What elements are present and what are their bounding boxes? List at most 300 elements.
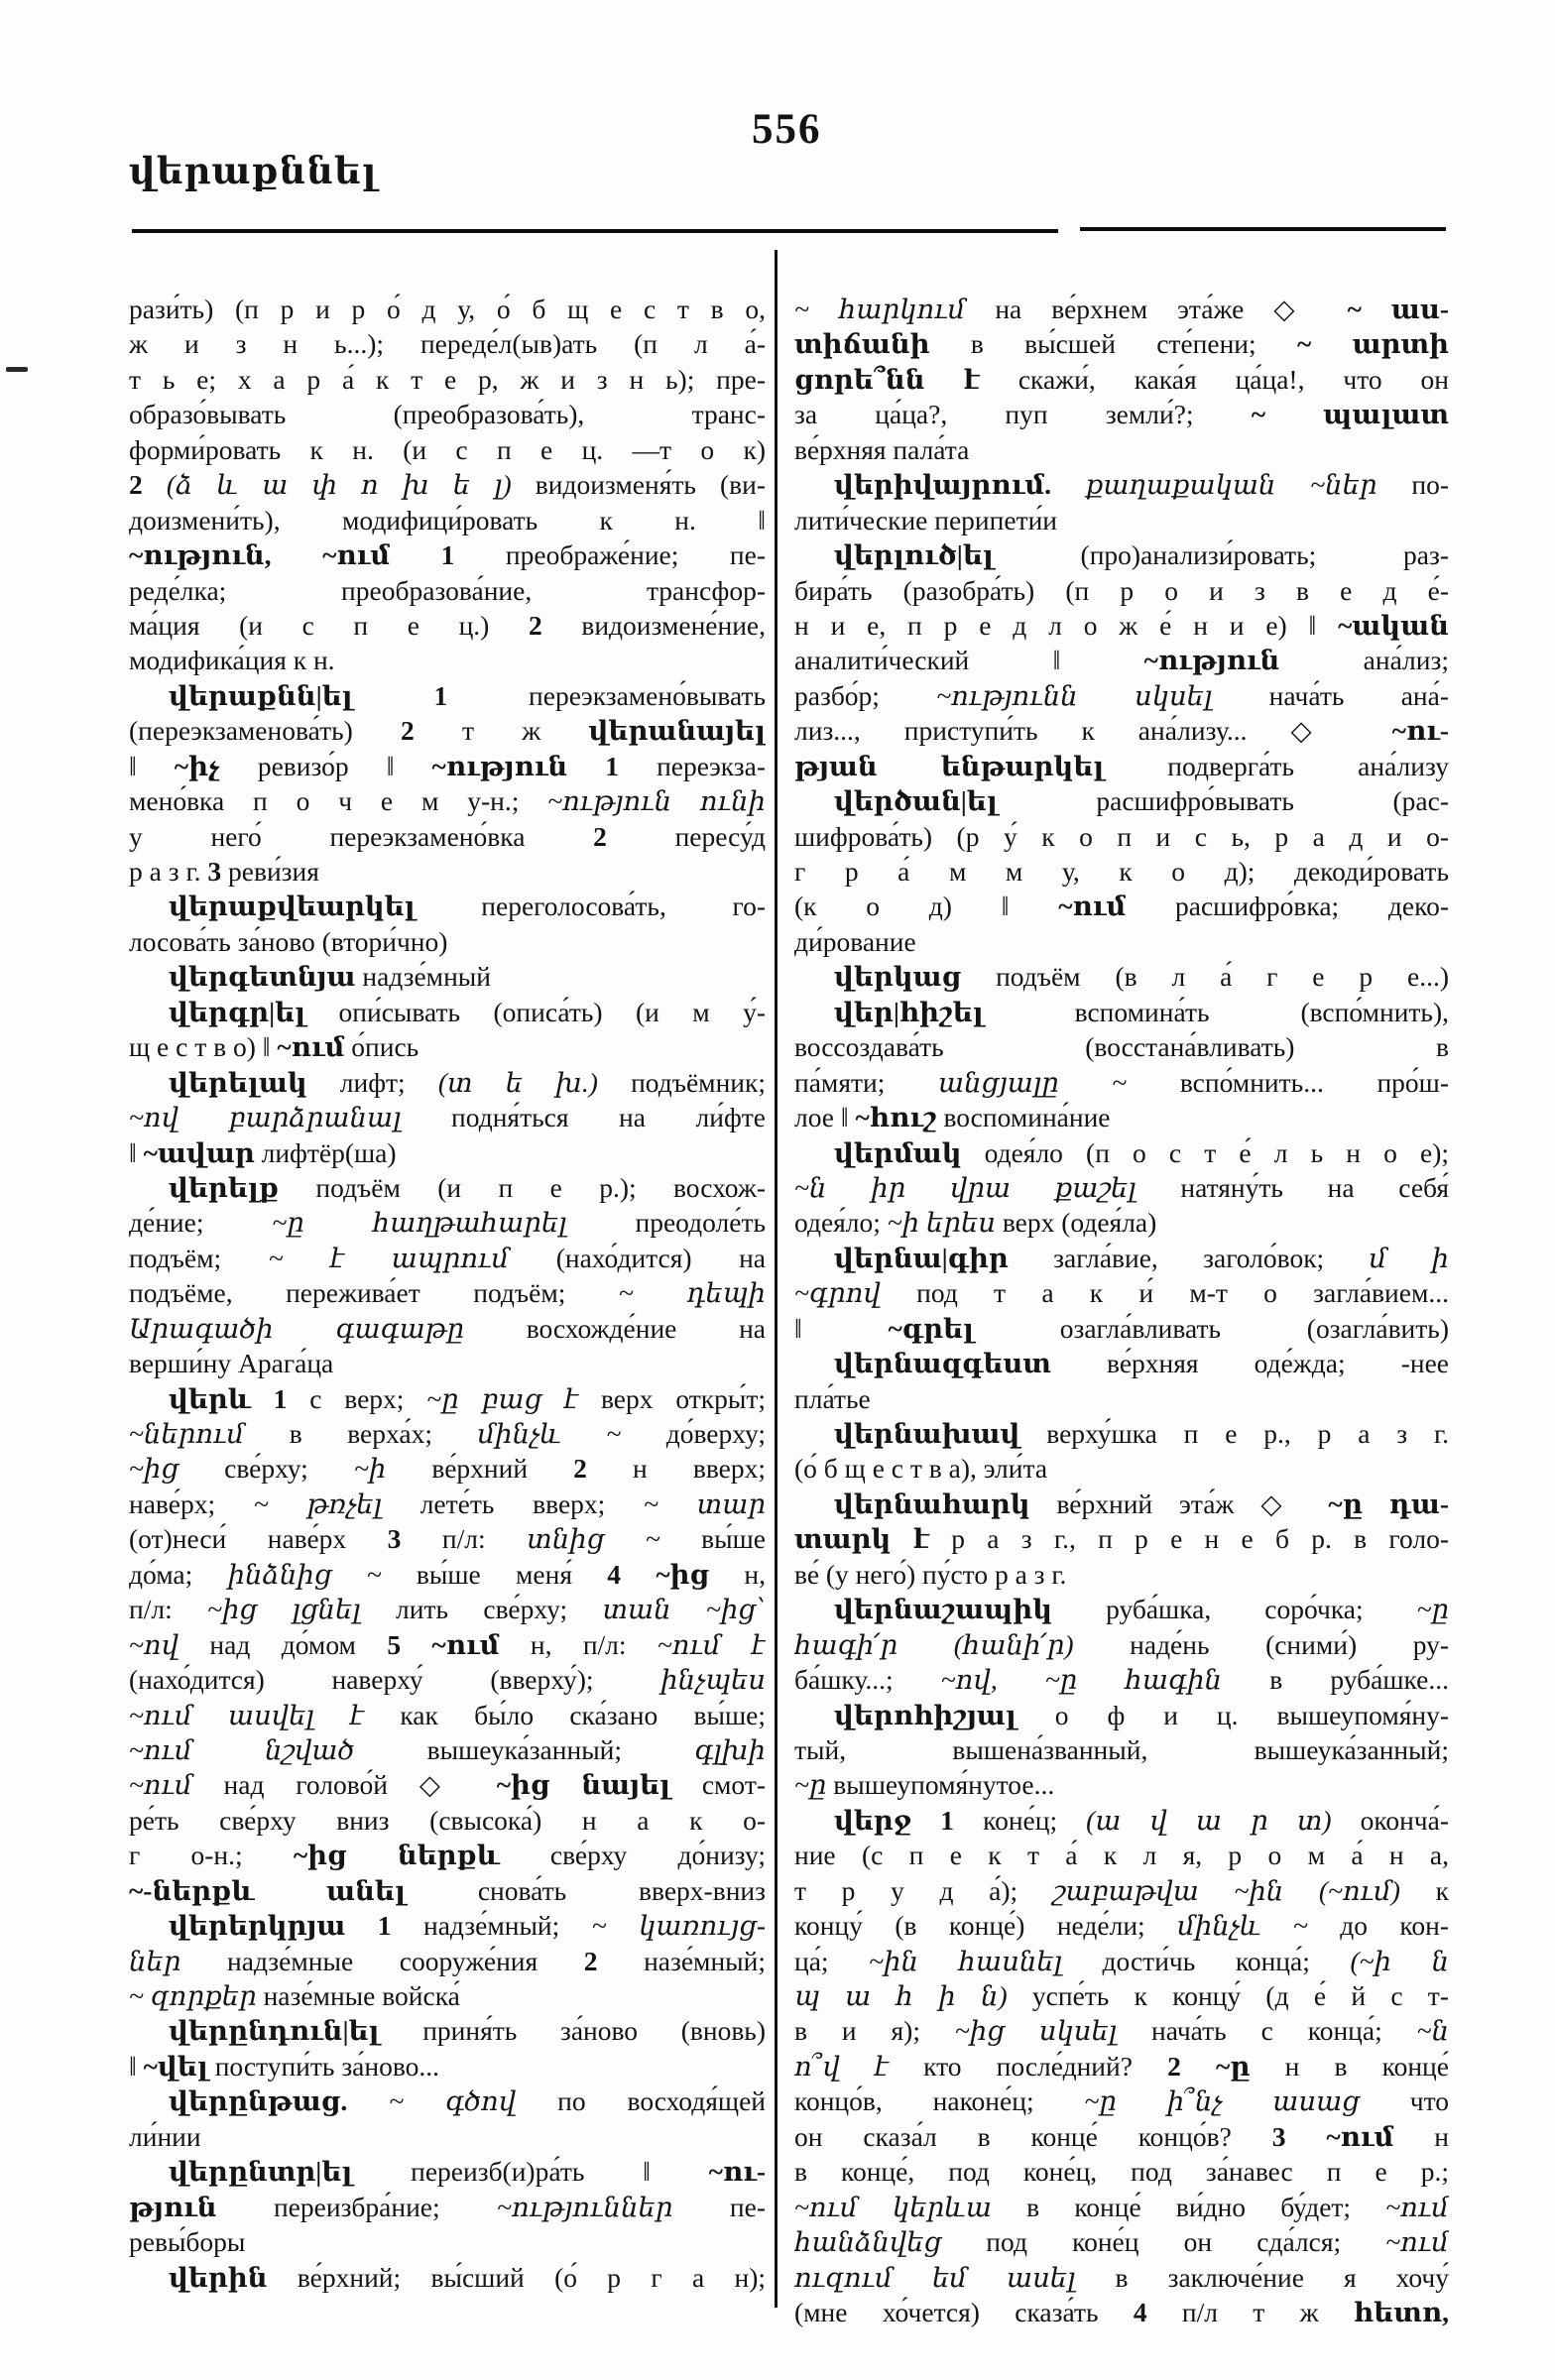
text-line [794, 2260, 1449, 2295]
body-text: (мне хо́чется) сказа́ть [794, 2296, 1134, 2327]
text-line [129, 573, 766, 608]
body-text: вышеупомя́нутое... [833, 1769, 1055, 1801]
body-text: реде́лка; преобразова́ние, трансфор- [129, 574, 766, 606]
header-rule-left [132, 229, 1058, 233]
body-text: успе́ть к концу́ (д е́ й с т- [1031, 1980, 1449, 2011]
headword-bold-text: ~ություն 1 [431, 750, 658, 781]
body-text: в верха́х; [289, 1418, 478, 1449]
armenian-italic-text: ~ը բաց է [426, 1382, 601, 1414]
body-text: ве́рхний эта́ж ◇ [1056, 1488, 1329, 1519]
text-line [794, 1029, 1449, 1064]
body-text: одея́ло (п о с т е́ л ь н о е); [984, 1136, 1449, 1168]
text-line [129, 1311, 766, 1346]
text-line [129, 1908, 766, 1943]
headword-bold-text: ~հուշ [855, 1102, 944, 1133]
text-line [129, 1487, 766, 1521]
text-line [794, 1944, 1449, 1978]
body-text: на ве́рхнем эта́же ◇ [995, 294, 1348, 324]
text-line [129, 537, 766, 572]
text-line [129, 1767, 766, 1802]
text-line [794, 2119, 1449, 2154]
body-text: в руба́шке... [1269, 1664, 1449, 1696]
body-text: верх (одея́ла) [1002, 1207, 1157, 1239]
body-text: подъёмник; [631, 1066, 766, 1098]
body-text: ца́; [794, 1945, 870, 1976]
body-text: вышеука́занный; [426, 1733, 695, 1765]
body-text: видоизменя́ть (ви- [535, 469, 766, 501]
text-line [794, 783, 1449, 818]
headword-bold-text: ցորե՞նն է [794, 363, 1018, 395]
text-line [794, 1241, 1449, 1275]
text-line [129, 1698, 766, 1732]
headword-bold-text: 3 [387, 1523, 442, 1555]
text-line [794, 362, 1449, 397]
body-text: переэкза- [657, 750, 766, 781]
headword-bold-text: ~ արտի [1296, 328, 1449, 360]
armenian-italic-text: գլխի [694, 1733, 766, 1765]
body-text: ревы́боры [129, 2226, 246, 2258]
body-text: в вы́сшей сте́пени; [970, 328, 1297, 360]
armenian-italic-text: մինչև ~ [477, 1418, 666, 1449]
text-line [794, 1205, 1449, 1240]
text-line [794, 1487, 1449, 1521]
body-text: руба́шка, соро́чка; [1106, 1594, 1417, 1625]
headword-bold-text: 2 [528, 609, 582, 641]
text-line [794, 326, 1449, 361]
headword-bold-text: ~ություն, ~ում 1 [129, 539, 506, 571]
text-line [794, 1838, 1449, 1872]
headword-bold-text: վերնախավ [834, 1418, 1047, 1449]
text-line [129, 678, 766, 713]
body-text: преодоле́ть [635, 1207, 766, 1239]
text-line [129, 397, 766, 431]
headword-bold-text: 2 [401, 715, 463, 747]
text-line [129, 362, 766, 397]
text-line [129, 292, 766, 326]
body-text: (нахо́дится) на [555, 1242, 766, 1273]
text-line [794, 1732, 1449, 1767]
armenian-italic-text: (ա վ ա ր տ) [1086, 1804, 1361, 1836]
headword-bold-text: վերընթաց. [169, 2085, 390, 2117]
running-head-keyword: վերաքննել [129, 152, 378, 192]
body-text: как бы́ло ска́зано вы́ше; [400, 1699, 766, 1730]
body-text: под коне́ц он сда́лся; [986, 2226, 1386, 2258]
body-text: ние (с п е к т а́ к л я, р о м а́ н а, [794, 1840, 1449, 1871]
text-line [794, 1662, 1449, 1697]
header-rule-right [1080, 227, 1446, 231]
body-text: ‖ [129, 2050, 144, 2082]
headword-bold-text: ~ություն [1143, 645, 1364, 676]
armenian-italic-text: (ձ և ա փ ո խ ե լ) [166, 469, 536, 501]
headword-bold-text: ~վել [143, 2050, 215, 2082]
headword-bold-text: ~ում [1058, 891, 1176, 922]
armenian-italic-text: ~ դեպի [618, 1277, 766, 1309]
headword-bold-text: 2 [573, 1453, 634, 1485]
text-line [129, 608, 766, 643]
body-text: переголосова́ть, го- [481, 891, 766, 922]
body-text: лосова́ть за́ново (втори́чно) [129, 925, 448, 957]
armenian-italic-text: ~ով բարձրանալ [129, 1102, 452, 1133]
text-line [129, 2154, 766, 2189]
body-text: ревизо́р ‖ [257, 750, 432, 781]
headword-bold-text: վերնահարկ [834, 1488, 1057, 1519]
text-line [794, 1100, 1449, 1134]
body-text: н, п/л: [530, 1628, 658, 1660]
body-text: (о́ б щ е с т в а), эли́та [794, 1453, 1048, 1485]
headword-bold-text: վերլուծ|ել [834, 539, 1081, 571]
body-text: оконча́- [1360, 1804, 1449, 1836]
text-line [129, 1241, 766, 1275]
body-text: пересу́д [674, 820, 766, 852]
body-text: концо́в, наконе́ц; [794, 2085, 1085, 2117]
scan-artifact-dash [6, 367, 28, 372]
text-line [794, 2190, 1449, 2224]
text-line [129, 1592, 766, 1626]
armenian-italic-text: ~ը հաղթահարել [272, 1207, 636, 1239]
body-text: надзе́мные сооруже́ния [227, 1945, 584, 1976]
armenian-italic-text: ~ությունն սկսել [936, 679, 1269, 711]
headword-bold-text: ~ու- [1391, 715, 1449, 747]
body-text: све́рху до́низу; [549, 1840, 766, 1871]
headword-bold-text: վերգետնյա [169, 961, 363, 993]
body-text: т ж [462, 715, 589, 747]
body-text: ба́шку...; [794, 1664, 941, 1696]
body-text: н [1434, 2120, 1449, 2152]
text-line [794, 1135, 1449, 1170]
text-line [794, 1908, 1449, 1943]
body-text: форми́ровать к н. (и с п е ц. —т о к) [129, 433, 766, 465]
text-line [794, 2224, 1449, 2259]
headword-bold-text: վերգր|ել [169, 996, 339, 1027]
text-line [794, 819, 1449, 854]
body-text: смот- [701, 1769, 766, 1801]
text-line [794, 2154, 1449, 2189]
body-text: образо́вывать (преобразова́ть), транс- [129, 399, 766, 430]
armenian-italic-text: ~ից լցնել [207, 1594, 397, 1625]
armenian-italic-text: ~ թռչել [253, 1488, 420, 1519]
armenian-italic-text: ինչպես [660, 1664, 766, 1696]
body-text: подня́ться на ли́фте [451, 1102, 766, 1133]
headword-bold-text: վերաքնն|ել 1 [169, 679, 530, 711]
text-line [794, 959, 1449, 994]
armenian-italic-text: ~ից սկսել [954, 2015, 1152, 2047]
headword-bold-text: ~իչ [174, 750, 258, 781]
armenian-italic-text: հագի՛ր (հանի՛ր) [794, 1628, 1131, 1660]
headword-bold-text: թյուն [129, 2191, 274, 2222]
text-line [129, 2260, 766, 2295]
headword-bold-text: 5 ~ում [387, 1628, 531, 1660]
text-line [794, 1557, 1449, 1592]
body-text: мено́вка п о ч е м у-н.; [129, 785, 548, 817]
headword-bold-text: վերընդուն|ել [169, 2015, 423, 2047]
armenian-italic-text: ~գրով [794, 1277, 917, 1309]
text-line [129, 889, 766, 923]
text-line [129, 1029, 766, 1064]
body-text: до́верху; [665, 1418, 766, 1449]
body-text: загла́вие, заголо́вок; [1053, 1242, 1370, 1273]
headword-bold-text: 4 [1133, 2296, 1182, 2327]
text-line [794, 995, 1449, 1029]
text-line [794, 503, 1449, 537]
text-line [129, 713, 766, 748]
body-text: г о-н.; [129, 1840, 294, 1871]
text-line [794, 2049, 1449, 2083]
headword-bold-text: հետո, [1353, 2296, 1449, 2327]
text-line [794, 854, 1449, 889]
headword-bold-text: թյան ենթարկել [794, 750, 1168, 781]
text-line [129, 1135, 766, 1170]
body-text: ве́рхний [431, 1453, 574, 1485]
body-text: н и е, п р е д л о ж е́ н и е) ‖ [794, 609, 1339, 641]
text-line [129, 1416, 766, 1451]
body-text: р а з г. [129, 856, 208, 887]
body-text: переизбра́ние; [273, 2191, 498, 2222]
text-line [129, 1065, 766, 1100]
headword-bold-text: ~ը դա- [1328, 1488, 1449, 1519]
text-line [129, 995, 766, 1029]
armenian-italic-text: ուզում եմ ասել [794, 2261, 1116, 2293]
text-line [129, 1451, 766, 1486]
body-text: лифт; [339, 1066, 438, 1098]
armenian-italic-text: ~ներում [129, 1418, 290, 1449]
armenian-italic-text: պ ա հ ի ն) [794, 1980, 1032, 2011]
column-divider-rule [775, 250, 778, 2308]
text-line [794, 608, 1449, 643]
text-line [794, 749, 1449, 783]
armenian-italic-text: ~ի [353, 1453, 432, 1485]
body-text: лое ‖ [794, 1102, 856, 1133]
armenian-italic-text: ~ տար [644, 1488, 766, 1519]
headword-bold-text: վերնա|գիր [834, 1242, 1054, 1273]
text-line [794, 1698, 1449, 1732]
headword-bold-text: ~ում [277, 1031, 352, 1063]
body-text: верх откры́т; [600, 1382, 766, 1414]
body-text: аналити́ческий ‖ [794, 645, 1144, 676]
body-text: приня́ть за́ново (вновь) [422, 2015, 766, 2047]
body-text: у него́ переэкзамено́вка [129, 820, 594, 852]
text-line [794, 1592, 1449, 1626]
armenian-italic-text: ~ում նշված [129, 1733, 427, 1765]
body-text: лить све́рху; [396, 1594, 603, 1625]
body-text: све́рху; [224, 1453, 354, 1485]
headword-bold-text: վերծան|ել [834, 785, 1097, 817]
text-line [129, 1100, 766, 1134]
headword-bold-text: ~ից ներքև [293, 1840, 550, 1871]
body-text: лифтёр(ша) [261, 1136, 397, 1168]
body-text: наде́нь (сними́) ру- [1130, 1628, 1449, 1660]
armenian-italic-text: ~ում [1385, 2191, 1449, 2222]
body-text: нача́ть с конца́; [1151, 2015, 1417, 2047]
armenian-italic-text: ~ում կերևա [794, 2191, 1027, 2222]
armenian-italic-text: ~ն [1416, 2015, 1449, 2047]
text-line [129, 2049, 766, 2083]
headword-bold-text: վերնաշապիկ [834, 1594, 1107, 1625]
armenian-italic-text: ~ին հասնել [869, 1945, 1103, 1976]
body-text: надзе́мный; [423, 1910, 592, 1942]
body-text: (к о д) ‖ [794, 891, 1059, 922]
body-text: щ е с т в о) ‖ [129, 1031, 278, 1063]
armenian-italic-text: ~ում [1385, 2226, 1449, 2258]
body-text: подъёме, пережива́ет подъём; [129, 1277, 619, 1309]
headword-bold-text: տարկ է [794, 1523, 952, 1555]
armenian-italic-text: ~ զորքեր [129, 1980, 264, 2011]
text-line [129, 1803, 766, 1838]
headword-bold-text: վերելակ [169, 1066, 340, 1098]
text-line [794, 1627, 1449, 1662]
text-line [794, 1873, 1449, 1908]
body-text: что [1409, 2085, 1449, 2117]
body-text: ве́ (у него́) пу́сто р а з г. [794, 1558, 1067, 1590]
text-line [129, 2224, 766, 2259]
text-line [129, 1732, 766, 1767]
text-line [794, 1065, 1449, 1100]
headword-bold-text: ~գրել [888, 1312, 1060, 1344]
text-line [129, 1838, 766, 1872]
body-text: ли́нии [129, 2120, 201, 2152]
text-line [129, 1275, 766, 1310]
body-text: г р а́ м м у, к о д); декоди́ровать [794, 856, 1449, 887]
body-text: над голово́й ◇ [223, 1769, 497, 1801]
text-line [129, 749, 766, 783]
body-text: де́ние; [129, 1207, 273, 1239]
headword-bold-text: վերելք [169, 1171, 316, 1203]
headword-bold-text: վերանայել [588, 715, 766, 747]
body-text: (про)анализи́ровать; раз- [1080, 539, 1449, 571]
armenian-italic-text: ~ում ասվել է [129, 1699, 401, 1730]
text-line [129, 1944, 766, 1978]
text-line [794, 1311, 1449, 1346]
body-text: вы́ше меня́ [416, 1558, 608, 1590]
text-line [129, 1346, 766, 1380]
armenian-italic-text: ~ություն ունի [547, 785, 766, 817]
text-line [794, 713, 1449, 748]
body-text: по восходя́щей [557, 2085, 766, 2117]
headword-bold-text: վերերկրյա 1 [169, 1910, 423, 1942]
armenian-italic-text: ներ [129, 1945, 228, 1976]
armenian-italic-text: ~ է ապրում [268, 1242, 556, 1273]
headword-bold-text: ~ական [1338, 609, 1449, 641]
body-text: с верх; [309, 1382, 427, 1414]
body-text: одея́ло; [794, 1207, 888, 1239]
headword-bold-text: վերնազգեստ [834, 1348, 1107, 1379]
body-text: пе- [729, 2191, 766, 2222]
headword-bold-text: վեր|հիշել [834, 996, 1075, 1027]
headword-bold-text: վերև 1 [169, 1382, 310, 1414]
text-line [794, 292, 1449, 326]
body-text: в заключе́ние я хочу́ [1115, 2261, 1449, 2293]
headword-bold-text: ~ պալատ [1251, 399, 1449, 430]
headword-bold-text: 4 ~ից [607, 1558, 745, 1590]
text-line [794, 1416, 1449, 1451]
body-text: (переэкзаменова́ть) [129, 715, 402, 747]
text-line [794, 397, 1449, 431]
armenian-italic-text: ~ով [129, 1628, 210, 1660]
headword-bold-text: վերիվայրում. [834, 469, 1086, 501]
armenian-italic-text: մինչև ~ [1177, 1910, 1341, 1942]
text-line [129, 854, 766, 889]
armenian-italic-text: քաղաքական ~ներ [1085, 469, 1412, 501]
text-line [129, 1627, 766, 1662]
body-text: по- [1411, 469, 1449, 501]
body-text: коне́ц; [983, 1804, 1087, 1836]
headword-bold-text: 2 [129, 469, 167, 501]
page-number: 556 [752, 106, 822, 153]
headword-bold-text: վերընտր|ել [169, 2156, 412, 2188]
body-text: назе́мные войска́ [263, 1980, 460, 2011]
text-line [794, 467, 1449, 502]
text-line [129, 2083, 766, 2118]
body-text: надзе́мный [362, 961, 491, 993]
armenian-italic-text: մ ի [1369, 1242, 1449, 1273]
armenian-italic-text: ~ը [1416, 1594, 1449, 1625]
text-line [129, 2119, 766, 2154]
body-text: рази́ть) (п р и р о́ д у, о́ б щ е с т в о, [129, 294, 766, 324]
armenian-italic-text: ~ը ի՞նչ ասաց [1084, 2085, 1410, 2117]
text-line [794, 1521, 1449, 1556]
left-column [129, 292, 766, 2295]
armenian-italic-text: ~ով, ~ը հագին [940, 1664, 1270, 1696]
text-line [794, 643, 1449, 677]
body-text: па́мяти; [794, 1066, 938, 1098]
body-text: до кон- [1340, 1910, 1449, 1942]
armenian-italic-text: ինձնից ~ [227, 1558, 417, 1590]
armenian-italic-text: (տ ե խ.) [437, 1066, 632, 1098]
body-text: (нахо́дится) наверху́ (вверху́); [129, 1664, 661, 1696]
headword-bold-text: 3 ~ում [1271, 2120, 1435, 2152]
headword-bold-text: 2 [593, 820, 675, 852]
headword-bold-text: ~-ներքև անել [129, 1874, 478, 1906]
headword-bold-text: 2 ~ը [1167, 2050, 1285, 2082]
body-text: подъём (в л а́ г е р е...) [996, 961, 1449, 993]
armenian-italic-text: ~ գծով [389, 2085, 558, 2117]
text-line [129, 1557, 766, 1592]
armenian-italic-text: ~ում [129, 1769, 224, 1801]
body-text: шифрова́ть) (р у́ к о п и с ь, р а д и о- [794, 820, 1449, 852]
body-text: ре́ть све́рху вниз (свысока́) н а к о- [129, 1804, 766, 1836]
body-text: поступи́ть за́ново... [214, 2050, 440, 2082]
text-line [129, 1662, 766, 1697]
armenian-italic-text: տան ~ից՝ [602, 1594, 766, 1625]
body-text: н вверх; [633, 1453, 766, 1485]
body-text: вы́ше [701, 1523, 766, 1555]
body-text: п/л т ж [1181, 2296, 1354, 2327]
body-text: назе́мный; [644, 1945, 766, 1976]
text-line [794, 678, 1449, 713]
body-text: т ь е; х а р а́ к т е р, ж и з н ь); пре- [129, 363, 766, 395]
body-text: скажи́, кака́я ца́ца!, что он [1017, 363, 1449, 395]
body-text: переэкзамено́вывать [529, 679, 766, 711]
body-text: наве́рх; [129, 1488, 254, 1519]
text-line [129, 1381, 766, 1416]
body-text: преображе́ние; пе- [505, 539, 766, 571]
headword-bold-text: վերմակ [834, 1136, 985, 1168]
text-line [129, 924, 766, 959]
body-text: ве́рхний; вы́сший (о́ р г а н); [297, 2261, 766, 2293]
body-text: разбо́р; [794, 679, 937, 711]
text-line [794, 1451, 1449, 1486]
body-text: ж и з н ь...); переде́л(ыв)ать (п л а́- [129, 328, 766, 360]
body-text: под т а к и́ м-т о загла́вием... [916, 1277, 1449, 1309]
headword-bold-text: վերկաց [834, 961, 997, 993]
text-line [794, 1170, 1449, 1205]
body-text: до́ма; [129, 1558, 228, 1590]
armenian-italic-text: շաբաթվա ~ին (~ում) [1052, 1874, 1436, 1906]
body-text: за ца́ца?, пуп земли́?; [794, 399, 1252, 430]
body-text: озагла́вливать (озагла́вить) [1059, 1312, 1449, 1344]
body-text: ‖ [129, 750, 175, 781]
body-text: снова́ть вверх-вниз [477, 1874, 766, 1906]
body-text: концу́ (в конце́) неде́ли; [794, 1910, 1178, 1942]
